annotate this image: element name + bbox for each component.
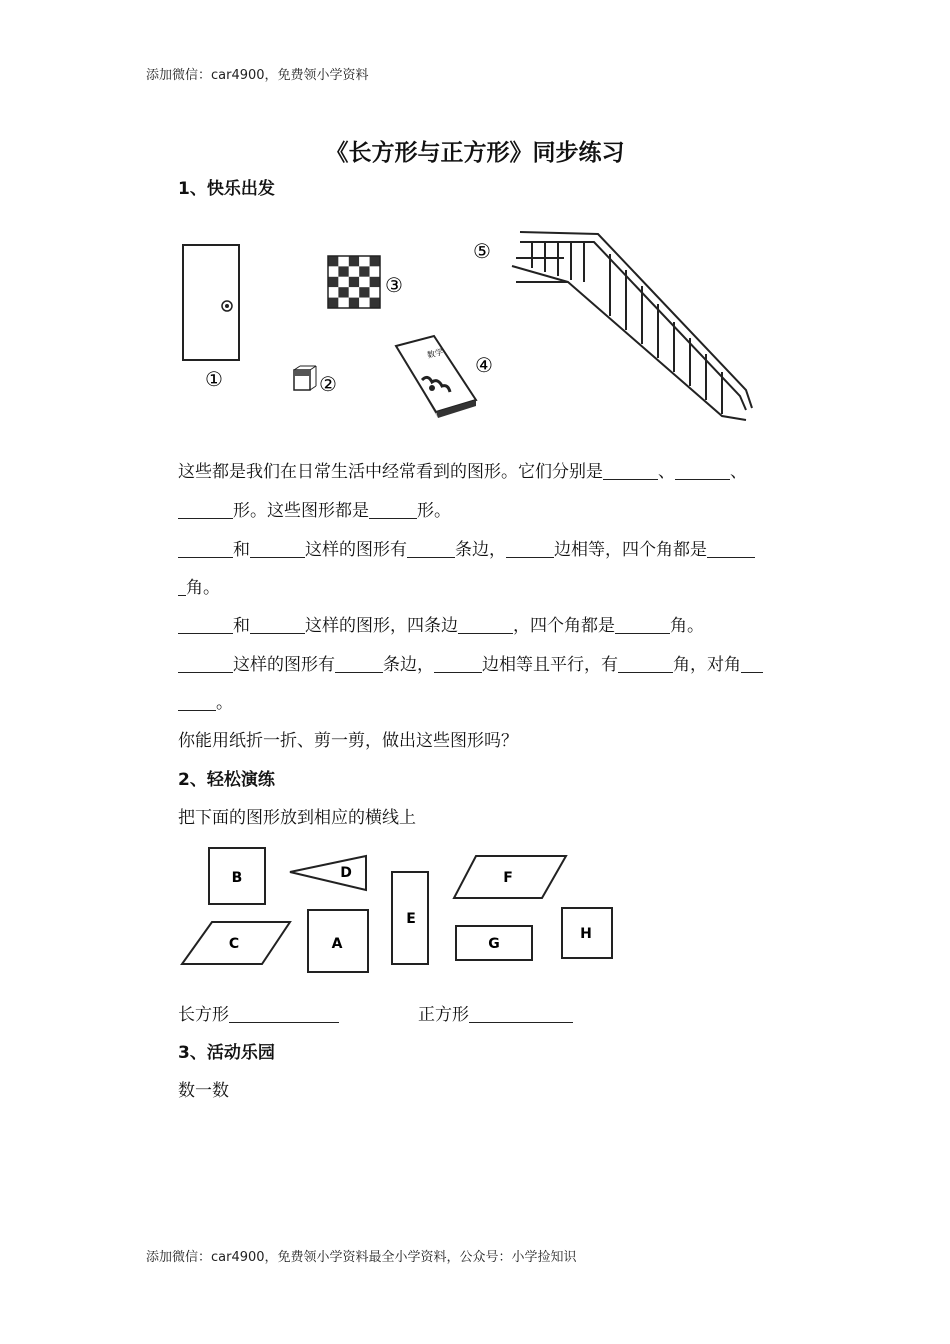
blank[interactable] [407,539,455,558]
fill-line-2: 形。这些图形都是 形。 [178,496,451,521]
blank[interactable] [178,615,233,634]
shape-label-h: H [580,926,592,942]
door-figure [183,245,239,360]
shape-label-f: F [503,870,513,886]
blank[interactable] [615,615,670,634]
section2-heading: 2、轻松演练 [178,770,275,790]
blank[interactable] [335,654,383,673]
section2-shapes [170,838,630,988]
blank[interactable] [434,654,482,673]
shape-d [290,856,366,890]
blank[interactable] [603,461,658,480]
label-5: ⑤ [473,239,491,263]
stairs-figure [512,232,752,420]
blank[interactable] [707,539,755,558]
fill-line-5: 和 这样的图形，四条边 ，四个角都是 角。 [178,611,704,636]
square-answer-line: 正方形 [418,1000,573,1025]
book-figure [396,336,476,418]
blank[interactable] [250,615,305,634]
blank[interactable] [506,539,554,558]
fill-line-6: 这样的图形有 条边， 边相等且平行，有 角，对角 [178,650,763,675]
rect-answer-blank[interactable] [229,1004,339,1023]
header-note: 添加微信：car4900，免费领小学资料 [146,68,369,83]
shape-label-g: G [488,936,500,952]
shape-label-c: C [228,936,240,952]
fill-line-3: 和 这样的图形有 条边， 边相等，四个角都是 [178,535,755,560]
blank[interactable] [250,539,305,558]
blank[interactable] [618,654,673,673]
blank[interactable] [675,461,730,480]
blank[interactable] [178,692,216,711]
blank[interactable] [458,615,513,634]
section3-sub: 数一数 [178,1081,229,1101]
question-line: 你能用纸折一折、剪一剪，做出这些图形吗？ [178,731,518,751]
rect-answer-line: 长方形 [178,1000,339,1025]
section3-heading: 3、活动乐园 [178,1043,275,1063]
fill-line-1: 这些都是我们在日常生活中经常看到的图形。它们分别是 、 、 [178,462,747,482]
checkerboard-figure [328,256,380,308]
footer-note: 添加微信：car4900，免费领小学资料最全小学资料，公众号：小学捡知识 [146,1250,577,1265]
shape-label-e: E [406,911,416,927]
shape-label-a: A [331,936,343,952]
page-title: 《长方形与正方形》同步练习 [325,139,625,166]
blank[interactable] [741,654,763,673]
fill-line-4: 角。 [178,573,220,598]
section1-heading: 1、快乐出发 [178,179,275,199]
blank[interactable] [178,500,233,519]
blank[interactable] [178,577,186,596]
box-figure [294,366,316,390]
shape-label-d: D [340,865,352,881]
section2-instruction: 把下面的图形放到相应的横线上 [178,808,416,828]
label-4: ④ [475,353,493,377]
label-1: ① [205,367,223,391]
section1-figures [170,220,770,440]
label-2: ② [319,372,337,396]
label-3: ③ [385,273,403,297]
blank[interactable] [369,500,417,519]
shape-label-b: B [231,870,243,886]
blank[interactable] [178,539,233,558]
fill-line-7: 。 [178,688,233,713]
square-answer-blank[interactable] [469,1004,573,1023]
blank[interactable] [178,654,233,673]
book-title: 数学 [426,347,445,360]
